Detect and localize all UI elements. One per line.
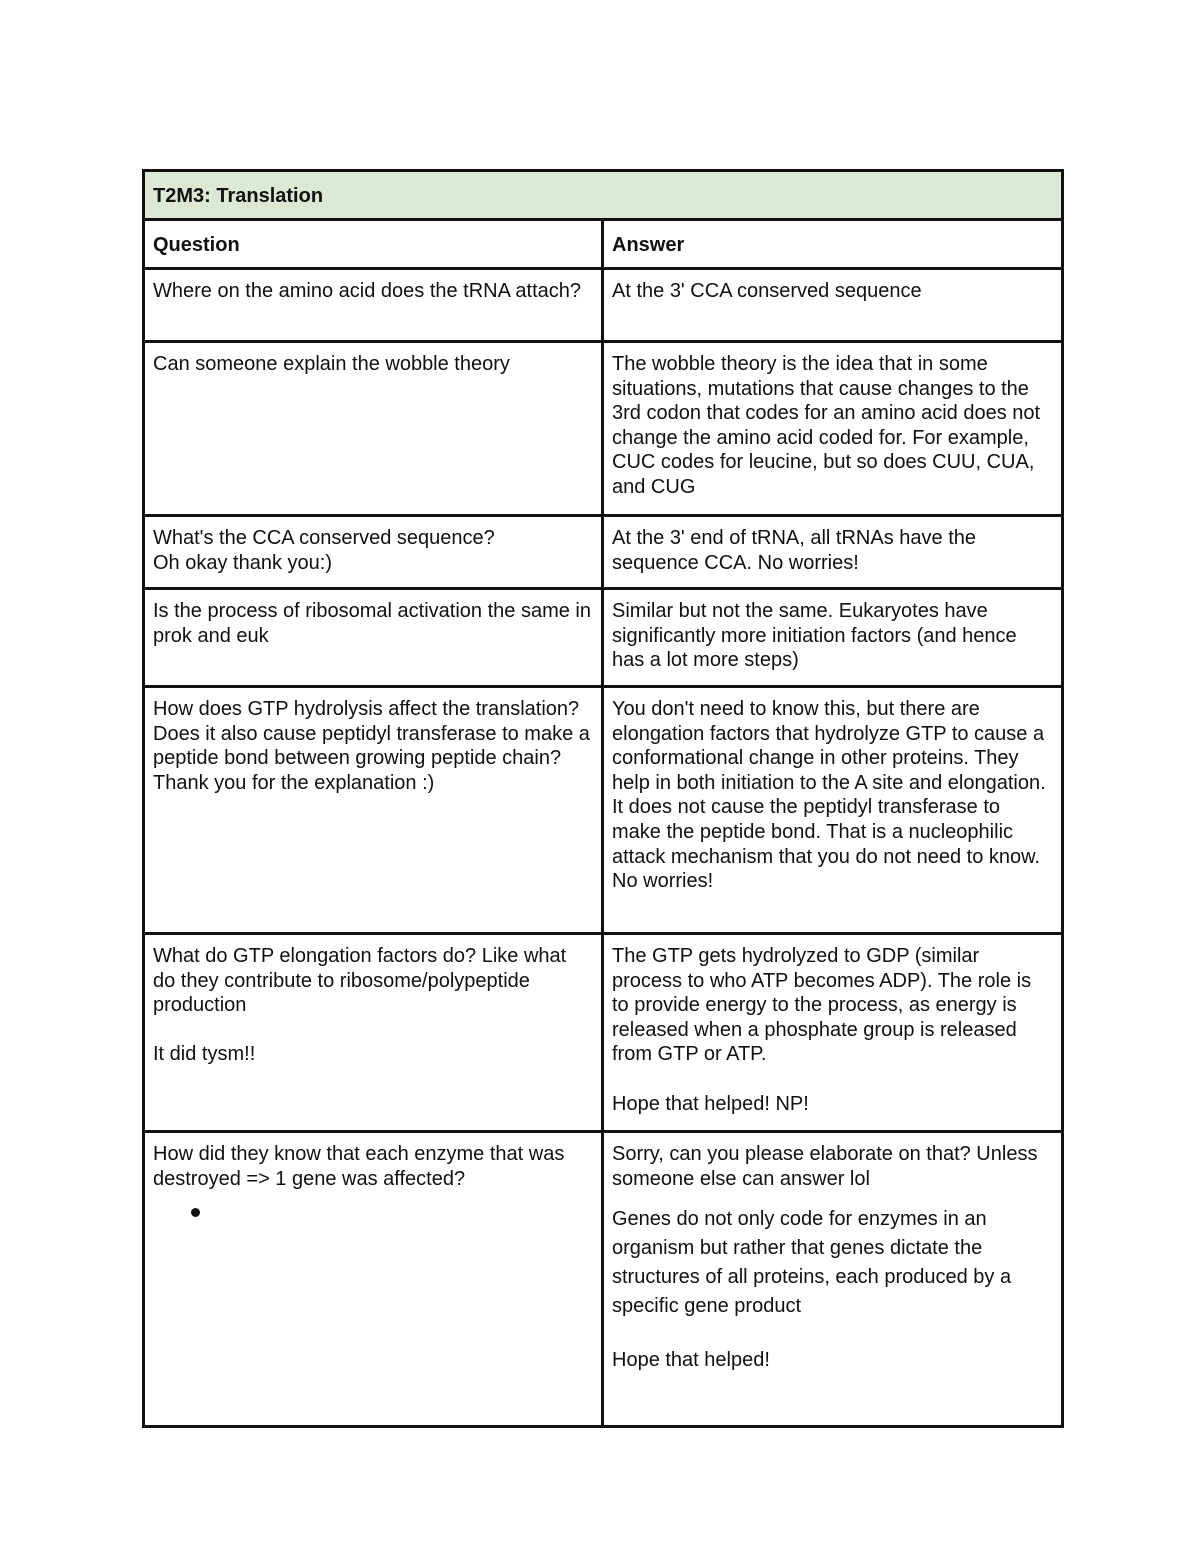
table-row xyxy=(144,934,1063,1132)
answer-cell xyxy=(603,687,1063,934)
qa-table xyxy=(142,169,1064,1428)
answer-cell xyxy=(603,516,1063,589)
question-text: How did they know that each enzyme that was destroyed => 1 gene was affected? xyxy=(153,1143,565,1190)
answer-text: At the 3' end of tRNA, all tRNAs have the sequence CCA. No worries! xyxy=(612,527,977,574)
title-row xyxy=(144,171,1063,220)
question-cell xyxy=(144,1132,603,1427)
answer-followup-text: Genes do not only code for enzymes in an organism but rather that genes dictate the structures of all proteins, each produced by a specific gene product xyxy=(612,1208,1012,1318)
header-row xyxy=(144,220,1063,269)
answer-text: The GTP gets hydrolyzed to GDP (similar process to who ATP becomes ADP). The role is to provide energy to the process, as energy is released when a phosphate group is released from GTP or ATP. xyxy=(612,945,1032,1066)
bullet-icon xyxy=(191,1208,200,1217)
question-cell xyxy=(144,934,603,1132)
question-cell xyxy=(144,342,603,516)
answer-cell xyxy=(603,342,1063,516)
table-row xyxy=(144,589,1063,687)
question-text: What do GTP elongation factors do? Like what do they contribute to ribosome/polypeptide production xyxy=(153,945,567,1017)
answer-text: Similar but not the same. Eukaryotes have significantly more initiation factors (and hence has a lot more steps) xyxy=(612,600,1017,672)
answer-column-header: Answer xyxy=(603,220,1063,269)
table-row xyxy=(144,687,1063,934)
question-column-header: Question xyxy=(144,220,603,269)
question-followup-text: It did tysm!! xyxy=(153,1043,256,1066)
answer-text: Sorry, can you please elaborate on that? Unless someone else can answer lol xyxy=(612,1143,1038,1190)
answer-cell xyxy=(603,269,1063,342)
answer-text: The wobble theory is the idea that in some situations, mutations that cause changes to the 3rd codon that codes for an amino acid does not change the amino acid coded for. For example, CUC codes for leucine, but so does CUU, CUA, and CUG xyxy=(612,353,1041,498)
answer-closing-text: Hope that helped! xyxy=(612,1349,770,1372)
table-row xyxy=(144,269,1063,342)
table-row xyxy=(144,342,1063,516)
answer-cell xyxy=(603,1132,1063,1427)
question-text: How does GTP hydrolysis affect the translation? Does it also cause peptidyl transferase to make a peptide bond between growing peptide chain? xyxy=(153,698,590,770)
answer-text: At the 3' CCA conserved sequence xyxy=(612,280,922,302)
table-row xyxy=(144,516,1063,589)
table-row xyxy=(144,1132,1063,1427)
empty-bullet-item xyxy=(153,1191,593,1241)
question-followup-text: Thank you for the explanation :) xyxy=(153,771,435,794)
question-text: Can someone explain the wobble theory xyxy=(153,353,510,375)
answer-text: You don't need to know this, but there are elongation factors that hydrolyze GTP to cause a conformational change in other proteins. They help in both initiation to the A site and elongation. It does not cause the peptidyl transferase to make the peptide bond. That is a nucleophilic attack mechanism that you do not need to know. No worries! xyxy=(612,698,1046,893)
question-followup-text: Oh okay thank you:) xyxy=(153,551,332,574)
answer-cell xyxy=(603,934,1063,1132)
answer-followup-text: Hope that helped! NP! xyxy=(612,1092,809,1115)
question-cell xyxy=(144,687,603,934)
answer-cell xyxy=(603,589,1063,687)
question-text: Where on the amino acid does the tRNA attach? xyxy=(153,280,582,302)
question-cell xyxy=(144,589,603,687)
table-title: T2M3: Translation xyxy=(144,171,1063,220)
question-text: Is the process of ribosomal activation the same in prok and euk xyxy=(153,600,591,647)
question-cell xyxy=(144,269,603,342)
question-cell xyxy=(144,516,603,589)
question-text: What's the CCA conserved sequence? xyxy=(153,527,495,549)
